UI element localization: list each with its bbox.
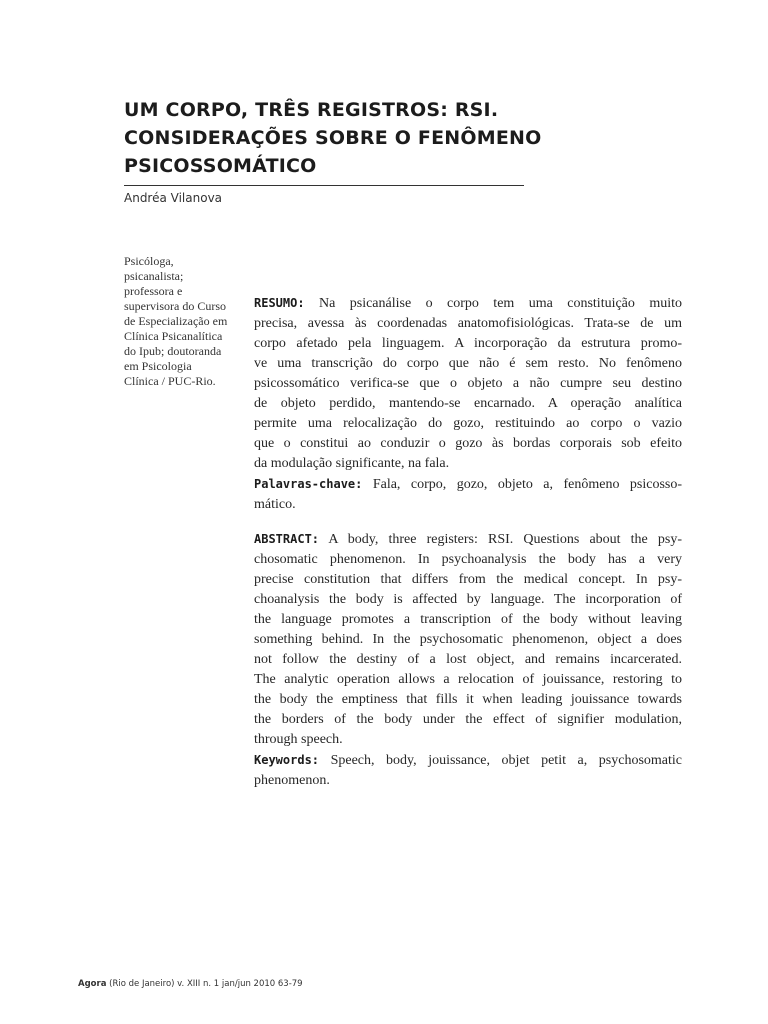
- title-line: CONSIDERAÇÕES SOBRE O FENÔMENO: [124, 127, 542, 149]
- author-name: Andréa Vilanova: [124, 191, 223, 205]
- abstract-line: [254, 529, 682, 550]
- bio-line: Clínica / PUC-Rio.: [124, 374, 216, 388]
- bio-line: psicanalista;: [124, 269, 184, 283]
- keywords-line: mático.: [254, 497, 296, 512]
- abstract-line: choanalysis the body is affected by language. The incorporation of: [254, 592, 682, 607]
- resumo-line: psicossomático verifica-se que o objeto a não cumpre seu destino: [254, 376, 682, 391]
- palavras-chave-text: Fala, corpo, gozo, objeto a, fenômeno psicosso-: [372, 477, 682, 492]
- article-title: [124, 96, 544, 180]
- resumo-section: [254, 293, 682, 515]
- keywords-line: [254, 474, 682, 495]
- title-line: PSICOSSOMÁTICO: [124, 155, 317, 177]
- bio-line: Psicóloga,: [124, 254, 174, 268]
- journal-citation: (Rio de Janeiro) v. XIII n. 1 jan/jun 2010 63-79: [109, 979, 303, 989]
- resumo-line: precisa, avessa às coordenadas anatomofisiológicas. Trata-se de um: [254, 316, 682, 331]
- abstract-section: [254, 529, 682, 791]
- bio-line: Clínica Psicanalítica: [124, 329, 223, 343]
- journal-name: Agora: [78, 979, 107, 989]
- resumo-line: permite uma relocalização do gozo, restituindo ao corpo o vazio: [254, 416, 682, 431]
- abstract-line: the borders of the body under the effect of signifier modulation,: [254, 712, 682, 727]
- resumo-line: de objeto perdido, mantendo-se encarnado. A operação analítica: [254, 396, 682, 411]
- bio-line: supervisora do Curso: [124, 299, 226, 313]
- bio-line: em Psicologia: [124, 359, 192, 373]
- keywords-line: [254, 750, 682, 771]
- resumo-label: RESUMO:: [254, 296, 305, 310]
- resumo-line: da modulação significante, na fala.: [254, 456, 450, 471]
- resumo-line: [254, 293, 682, 314]
- palavras-chave-label: Palavras-chave:: [254, 477, 363, 491]
- title-divider: [124, 185, 524, 186]
- resumo-line: corpo afetado pela linguagem. A incorporação da estrutura promo-: [254, 336, 682, 351]
- abstract-line: The analytic operation allows a relocation of jouissance, restoring to: [254, 672, 682, 687]
- abstract-line: not follow the destiny of a lost object, and remains incarcerated.: [254, 652, 682, 667]
- resumo-line: que o constitui ao conduzir o gozo às bordas corporais sob efeito: [254, 436, 682, 451]
- abstract-line: through speech.: [254, 732, 343, 747]
- resumo-line: ve uma transcrição do corpo que não é sem resto. No fenômeno: [254, 356, 682, 371]
- abstract-text: A body, three registers: RSI. Questions about the psy-: [328, 532, 682, 547]
- bio-line: do Ipub; doutoranda: [124, 344, 222, 358]
- abstract-label: ABSTRACT:: [254, 532, 320, 546]
- keywords-text: Speech, body, jouissance, objet petit a, psychosomatic: [330, 753, 682, 768]
- abstract-line: something behind. In the psychosomatic phenomenon, object a does: [254, 632, 682, 647]
- abstract-line: the language promotes a transcription of the body without leaving: [254, 612, 682, 627]
- bio-line: professora e: [124, 284, 183, 298]
- title-line: UM CORPO, TRÊS REGISTROS: RSI.: [124, 99, 499, 121]
- abstract-line: precise constitution that differs from the medical concept. In psy-: [254, 572, 682, 587]
- bio-line: de Especialização em: [124, 314, 228, 328]
- abstract-line: chosomatic phenomenon. In psychoanalysis the body has a very: [254, 552, 682, 567]
- abstract-line: the body the emptiness that fills it when leading jouissance towards: [254, 692, 682, 707]
- author-bio: [124, 254, 254, 389]
- journal-footer: [78, 977, 303, 991]
- resumo-text: Na psicanálise o corpo tem uma constituição muito: [319, 296, 682, 311]
- keywords-label: Keywords:: [254, 753, 320, 767]
- keywords-line: phenomenon.: [254, 773, 330, 788]
